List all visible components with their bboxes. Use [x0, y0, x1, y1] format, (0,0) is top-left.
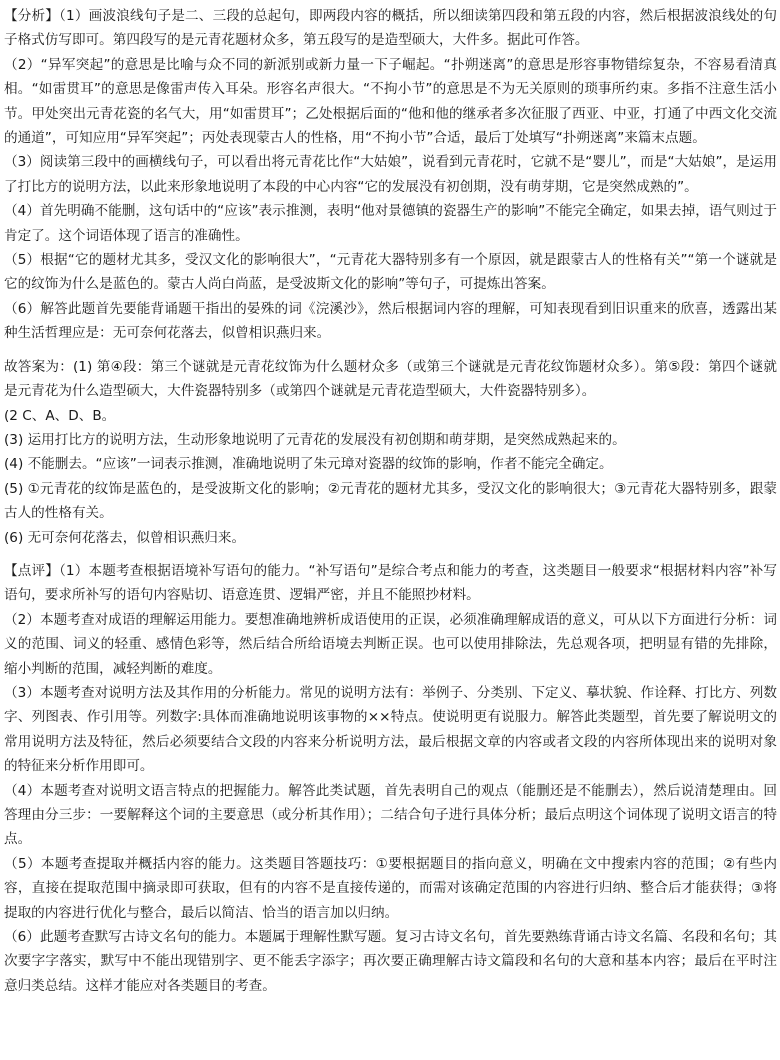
comment-paragraph-1: 【点评】（1）本题考查根据语境补写语句的能力。“补写语句”是综合考点和能力的考查，这类题目一般要求“根据材料内容”补写语句，要求所补写的语句内容贴切、语意连贯、逻辑严密，并且不能照抄材料。 [4, 562, 777, 604]
analysis-paragraph-2: （2）“异军突起”的意思是比喻与众不同的新派别或新力量一下子崛起。“扑朔迷离”的意思是形容事物错综复杂，不容易看清真相。“如雷贯耳”的意思是像雷声传入耳朵。形容名声很大。“不拘小节”的意思是不为无关原则的琐事所约束。多指不注意生活小节。甲处突出元青花瓷的名气大，用“如雷贯耳”；乙处根据后面的“他和他的继承者多次征服了西亚、中亚，打通了中西文化交流的通道”，可知应用“异军突起”；丙处表现蒙古人的性格，用“不拘小节”合适，最后丁处填写“扑朔迷离”来篇末点题。 [4, 56, 777, 147]
comment-section [4, 559, 777, 998]
section-spacer [4, 346, 777, 355]
answer-line-4: (4) 不能删去。“应该”一词表示推测，准确地说明了朱元璋对瓷器的纹饰的影响，作者不能完全确定。 [4, 456, 613, 473]
answer-line-5: (5) ①元青花的纹饰是蓝色的，是受波斯文化的影响；②元青花的题材尤其多，受汉文化的影响很大；③元青花大器特别多，跟蒙古人的性格有关。 [4, 480, 777, 522]
answer-line-6: (6) 无可奈何花落去，似曾相识燕归来。 [4, 529, 246, 546]
analysis-section [4, 4, 777, 346]
answer-section [4, 355, 777, 550]
comment-paragraph-5: （5）本题考查提取并概括内容的能力。这类题目答题技巧：①要根据题目的指向意义，明确在文中搜索内容的范围；②有些内容，直接在提取范围中摘录即可获取，但有的内容不是直接传递的，而需对该确定范围的内容进行归纳、整合后才能获得；③将提取的内容进行优化与整合，最后以简洁、恰当的语言加以归纳。 [4, 855, 777, 921]
answer-line-3: (3) 运用打比方的说明方法，生动形象地说明了元青花的发展没有初创期和萌芽期，是突然成熟起来的。 [4, 431, 626, 448]
comment-paragraph-6: （6）此题考查默写古诗文名句的能力。本题属于理解性默写题。复习古诗文名句，首先要熟练背诵古诗文名篇、名段和名句；其次要字字落实，默写中不能出现错别字、更不能丢字添字；再次要正确理解古诗文篇段和名句的大意和基本内容；最后在平时注意归类总结。这样才能应对各类题目的考查。 [4, 929, 777, 994]
analysis-paragraph-6: （6）解答此题首先要能背诵题干指出的晏殊的词《浣溪沙》，然后根据词内容的理解，可知表现看到旧识重来的欣喜，透露出某种生活哲理应是：无可奈何花落去，似曾相识燕归来。 [4, 300, 777, 342]
analysis-paragraph-4: （4）首先明确不能删，这句话中的“应该”表示推测，表明“他对景德镇的瓷器生产的影响”不能完全确定，如果去掉，语气则过于肯定了。这个词语体现了语言的准确性。 [4, 203, 777, 244]
comment-paragraph-3: （3）本题考查对说明方法及其作用的分析能力。常见的说明方法有：举例子、分类别、下定义、摹状貌、作诠释、打比方、列数字、列图表、作引用等。列数字:具体而准确地说明该事物的××特点。使说明更有说服力。解答此类题型，首先要了解说明文的常用说明方法及特征，然后必须要结合文段的内容来分析说明方法，最后根据文章的内容或者文段的内容所体现出来的说明对象的特征来分析作用即可。 [4, 684, 777, 775]
analysis-paragraph-5: （5）根据“它的题材尤其多，受汉文化的影响很大”，“元青花大器特别多有一个原因，就是跟蒙古人的性格有关”“第一个谜就是它的纹饰为什么是蓝色的。蒙古人尚白尚蓝，是受波斯文化的影响”等句子，可提炼出答案。 [4, 252, 777, 293]
answer-line-1: 故答案为：(1) 第④段：第三个谜就是元青花纹饰为什么题材众多（或第三个谜就是元青花纹饰题材众多）。第⑤段：第四个谜就是元青花为什么造型硕大，大件瓷器特别多（或第四个谜就是元青花造型硕大，大件瓷器特别多）。 [4, 358, 777, 400]
analysis-paragraph-1: 【分析】（1）画波浪线句子是二、三段的总起句，即两段内容的概括，所以细读第四段和第五段的内容，然后根据波浪线处的句子格式仿写即可。第四段写的是元青花题材众多，第五段写的是造型硕大，大件多。据此可作答。 [4, 8, 777, 49]
section-spacer [4, 550, 777, 559]
comment-paragraph-2: （2）本题考查对成语的理解运用能力。要想准确地辨析成语使用的正误，必须准确理解成语的意义，可从以下方面进行分析：词义的范围、词义的轻重、感情色彩等，然后结合所给语境去判断正误。也可以使用排除法，先总观各项，把明显有错的先排除，缩小判断的范围，减轻判断的难度。 [4, 611, 777, 677]
comment-paragraph-4: （4）本题考查对说明文语言特点的把握能力。解答此类试题，首先表明自己的观点（能删还是不能删去），然后说清楚理由。回答理由分三步：一要解释这个词的主要意思（或分析其作用）；二结合句子进行具体分析；最后点明这个词体现了说明文语言的特点。 [4, 782, 777, 848]
analysis-paragraph-3: （3）阅读第三段中的画横线句子，可以看出将元青花比作“大姑娘”，说看到元青花时，它就不是“婴儿”，而是“大姑娘”，是运用了打比方的说明方法，以此来形象地说明了本段的中心内容“它的发展没有初创期，没有萌芽期，它是突然成熟的”。 [4, 154, 777, 195]
answer-line-2: (2 C、A、D、B。 [4, 407, 116, 424]
